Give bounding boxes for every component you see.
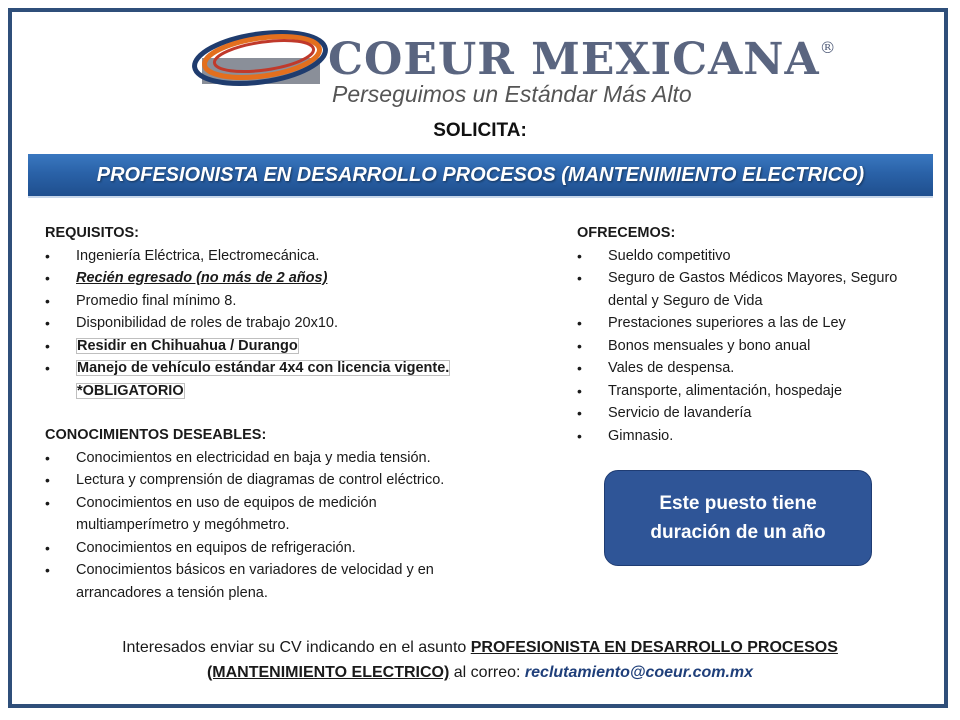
list-item: • Gimnasio. (577, 425, 907, 448)
company-logo (188, 28, 837, 110)
list-item: • Residir en Chihuahua / Durango (45, 335, 545, 358)
requisitos-heading: REQUISITOS: (45, 225, 139, 241)
application-instructions (60, 635, 900, 685)
list-item: • Vales de despensa. (577, 357, 907, 380)
list-item: • Ingeniería Eléctrica, Electromecánica. (45, 245, 545, 268)
list-item: • Prestaciones superiores a las de Ley (577, 312, 907, 335)
ofrecemos-heading: OFRECEMOS: (577, 225, 676, 241)
ofrecemos-list (577, 245, 907, 448)
duration-line-1: Este puesto tiene (659, 493, 817, 514)
list-item: • Conocimientos en equipos de refrigeración. (45, 537, 545, 560)
list-item: • Recién egresado (no más de 2 años) (45, 267, 545, 290)
brand-tagline: Perseguimos un Estándar Más Alto (332, 81, 692, 107)
job-title-banner (28, 154, 933, 198)
list-item: • Sueldo competitivo (577, 245, 907, 268)
solicita-heading: SOLICITA: (433, 120, 527, 141)
duration-line-2: duración de un año (650, 522, 826, 543)
brand-name: COEUR MEXICANA® (328, 34, 837, 85)
list-item: • Disponibilidad de roles de trabajo 20x10. (45, 312, 545, 335)
right-column (577, 222, 907, 447)
email-link[interactable]: reclutamiento@coeur.com.mx (524, 664, 754, 681)
conocimientos-list (45, 447, 545, 605)
footer-intro: Interesados enviar su CV indicando en el asunto (122, 639, 467, 656)
footer-subject-1: PROFESIONISTA EN DESARROLLO PROCESOS (470, 639, 838, 656)
job-title: PROFESIONISTA EN DESARROLLO PROCESOS (MANTENIMIENTO ELECTRICO) (96, 163, 865, 186)
list-item: • Conocimientos básicos en variadores de velocidad y en arrancadores a tensión plena. (45, 559, 496, 604)
list-item: • Transporte, alimentación, hospedaje (577, 380, 907, 403)
coeur-swoosh-logo-icon (188, 28, 328, 92)
requisitos-list (45, 245, 545, 403)
list-item: • Conocimientos en uso de equipos de medición multiamperímetro y megóhmetro. (45, 492, 446, 537)
list-item: • Servicio de lavandería (577, 402, 907, 425)
conocimientos-heading: CONOCIMIENTOS DESEABLES: (45, 427, 267, 443)
list-item: • Promedio final mínimo 8. (45, 290, 545, 313)
obligatorio-note: *OBLIGATORIO (77, 382, 184, 399)
list-item: • Lectura y comprensión de diagramas de control eléctrico. (45, 469, 545, 492)
list-item: • Bonos mensuales y bono anual (577, 335, 907, 358)
registered-mark: ® (819, 38, 837, 57)
left-column (45, 222, 545, 604)
list-item: • Conocimientos en electricidad en baja y media tensión. (45, 447, 545, 470)
duration-callout (604, 470, 872, 566)
list-item: • Seguro de Gastos Médicos Mayores, Seguro dental y Seguro de Vida (577, 267, 898, 312)
footer-subject-2: (MANTENIMIENTO ELECTRICO) (206, 664, 450, 681)
list-item: • Manejo de vehículo estándar 4x4 con licencia vigente. *OBLIGATORIO (45, 357, 545, 402)
footer-mail-label: al correo: (453, 664, 521, 681)
